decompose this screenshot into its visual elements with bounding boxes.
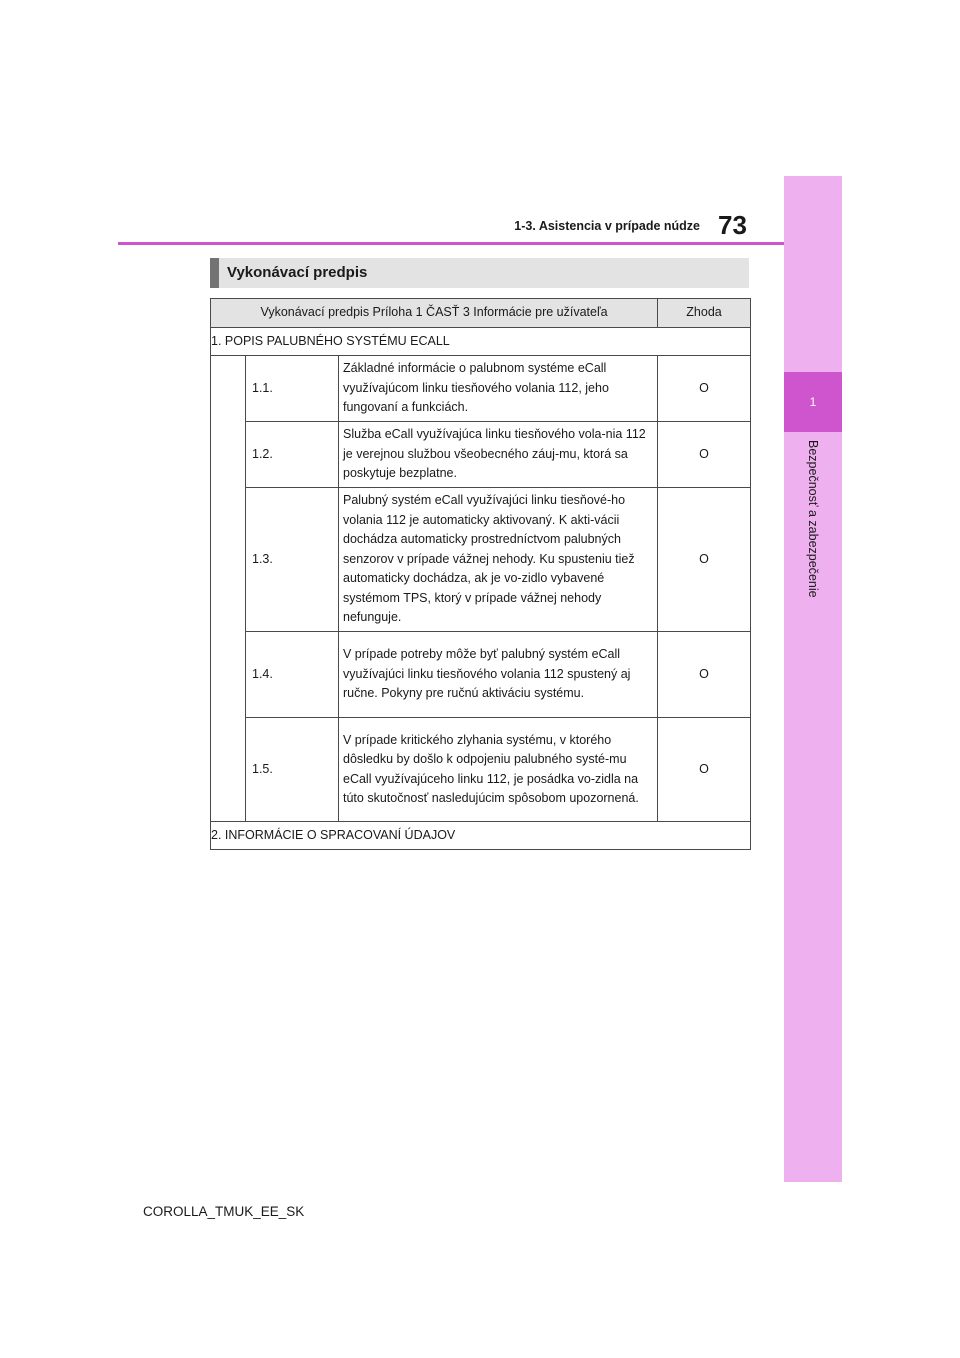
item-number: 1.5. bbox=[246, 718, 339, 822]
table-row bbox=[211, 718, 751, 822]
heading-accent-bar bbox=[210, 258, 219, 288]
column-header-zhoda: Zhoda bbox=[658, 299, 751, 328]
item-compliance: O bbox=[658, 718, 751, 822]
table-row bbox=[211, 356, 751, 422]
column-header-requirement: Vykonávací predpis Príloha 1 ČASŤ 3 Informácie pre užívateľa bbox=[211, 299, 658, 328]
table-row bbox=[211, 488, 751, 632]
item-compliance: O bbox=[658, 356, 751, 422]
item-compliance: O bbox=[658, 422, 751, 488]
item-number: 1.4. bbox=[246, 632, 339, 718]
item-text: Palubný systém eCall využívajúci linku tiesňové-ho volania 112 je automaticky aktivovaný. K akti-vácii dochádza automaticky prostredníctvom palubných senzorov v prípade vážnej nehody. Ku spusteniu tiež automaticky dochádza, ak je vo-zidlo vybavené systémom TPS, ktorý v prípade vážnej nehody nefunguje. bbox=[339, 488, 658, 632]
item-text: V prípade kritického zlyhania systému, v ktorého dôsledku by došlo k odpojeniu palubného systé-mu eCall využívajúceho linku 112, je posádka vo-zidla na túto skutočnosť nasledujúcim spôsobom upozornená. bbox=[339, 718, 658, 822]
chapter-number-tab[interactable] bbox=[784, 372, 842, 432]
table-section-row bbox=[211, 822, 751, 850]
item-text: Základné informácie o palubnom systéme eCall využívajúcom linku tiesňového volania 112, jeho fungovaní a funkciách. bbox=[339, 356, 658, 422]
document-code: COROLLA_TMUK_EE_SK bbox=[143, 1204, 305, 1219]
item-text: V prípade potreby môže byť palubný systém eCall využívajúci linku tiesňového volania 112 spustený aj ručne. Pokyny pre ručnú aktiváciu systému. bbox=[339, 632, 658, 718]
item-number: 1.3. bbox=[246, 488, 339, 632]
section-heading-title: Vykonávací predpis bbox=[227, 264, 368, 281]
table-header-row bbox=[211, 299, 751, 328]
item-text: Služba eCall využívajúca linku tiesňového vola-nia 112 je verejnou službou všeobecného záuj-mu, ktorá sa poskytuje bezplatne. bbox=[339, 422, 658, 488]
section-header-title: 1-3. Asistencia v prípade núdze bbox=[514, 219, 700, 233]
item-compliance: O bbox=[658, 488, 751, 632]
table-row bbox=[211, 632, 751, 718]
page-number: 73 bbox=[718, 210, 747, 240]
indent-cell bbox=[211, 356, 246, 822]
chapter-title: Bezpečnosť a zabezpečenie bbox=[806, 440, 820, 598]
item-compliance: O bbox=[658, 632, 751, 718]
item-number: 1.1. bbox=[246, 356, 339, 422]
chapter-side-tab bbox=[784, 176, 842, 1182]
requirements-table bbox=[210, 298, 751, 850]
table-section-row bbox=[211, 328, 751, 356]
table-row bbox=[211, 422, 751, 488]
section-heading bbox=[210, 258, 749, 288]
item-number: 1.2. bbox=[246, 422, 339, 488]
section-2-label: 2. INFORMÁCIE O SPRACOVANÍ ÚDAJOV bbox=[211, 822, 751, 850]
chapter-number: 1 bbox=[809, 395, 817, 409]
header-divider bbox=[118, 242, 784, 245]
section-1-label: 1. POPIS PALUBNÉHO SYSTÉMU ECALL bbox=[211, 328, 751, 356]
